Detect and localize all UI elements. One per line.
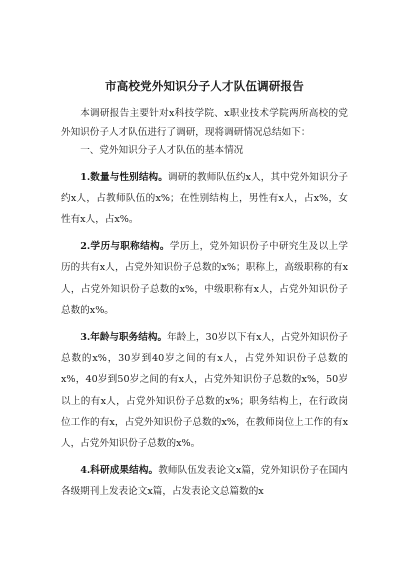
item-lead: 3.年龄与职务结构。: [80, 331, 168, 343]
item-lead: 1.数量与性别结构。: [80, 171, 168, 183]
item-age-position: [61, 327, 348, 454]
item-text: 教师队伍发表论文x篇，党外知识份子在国内各级期刊上发表论文x篇，占发表论文总篇数的x: [61, 465, 348, 498]
item-text: 学历上，党外知识份子中研究生及以上学历的共有x人，占党外知识份子总数的x%；职称上，高级职称的有x人，占党外知识份子总数的x%，中级职称有x人，占党外知识份子总数的x%。: [61, 241, 349, 316]
item-education-title: [61, 236, 348, 321]
item-text: 调研的教师队伍约x人，其中党外知识分子约x人，占教师队伍的x%；在性别结构上，男性有x人，占x%，女性有x人，占x%。: [61, 171, 348, 225]
item-quantity-gender: [61, 167, 348, 231]
item-lead: 2.学历与职称结构。: [80, 241, 170, 253]
item-lead: 4.科研成果结构。: [80, 465, 159, 477]
item-research-output: [61, 460, 348, 502]
item-text: 年龄上，30岁以下有x人，占党外知识份子总数的x%，30岁到40岁之间的有x人，占党外知识份子总数的x%，40岁到50岁之间的有x人，占党外知识份子总数的x%，50岁以上的有x人，占党外知识份子总数的x%；职务结构上，在行政岗位工作的有x，占党外知识份子总数的x%，在教师岗位上工作的有x人，占党外知识份子总数的x%。: [61, 331, 348, 449]
document-title: 市高校党外知识分子人才队伍调研报告: [105, 79, 304, 93]
intro-paragraph: 本调研报告主要针对x科技学院、x职业技术学院两所高校的党外知识份子人才队伍进行了调研，现将调研情况总结如下：: [61, 108, 348, 138]
section-heading: 一、党外知识分子人才队伍的基本情况: [80, 145, 244, 156]
